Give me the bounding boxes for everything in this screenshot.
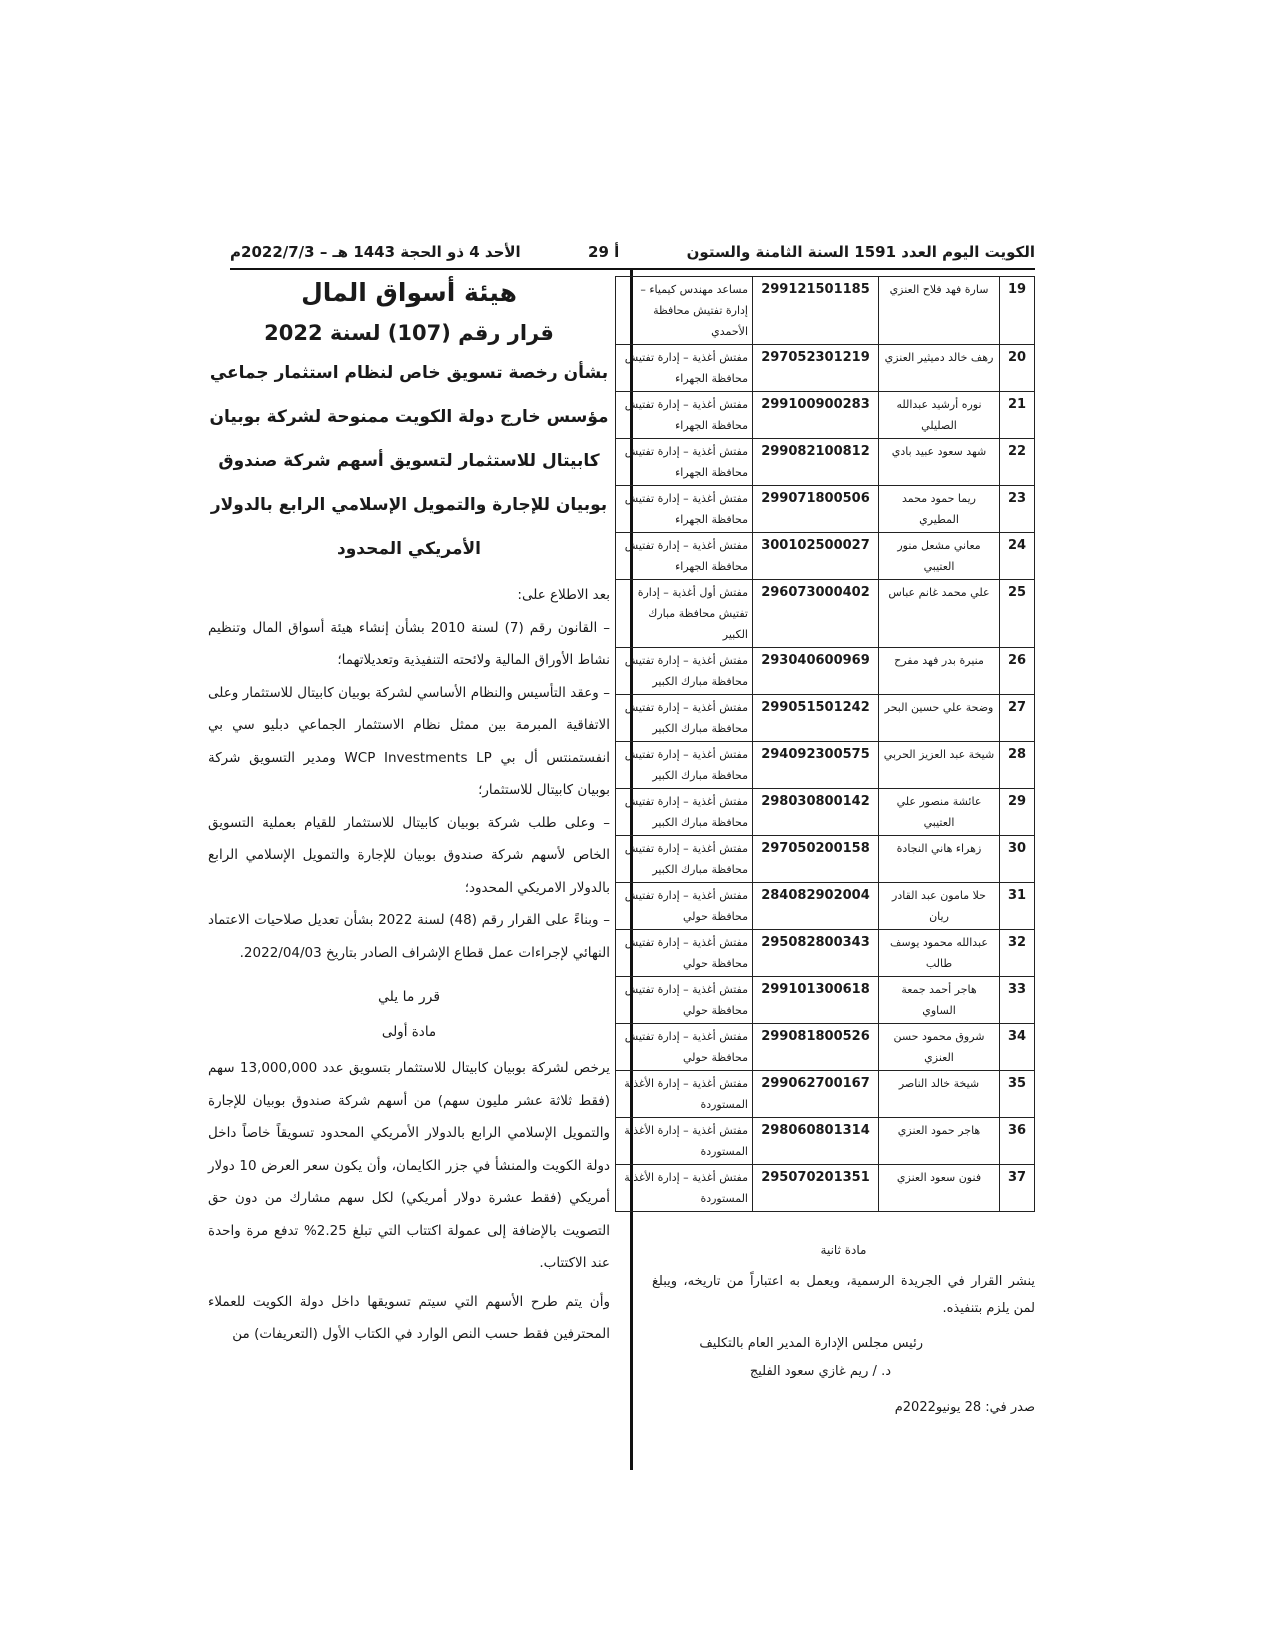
signer-role: رئيس مجلس الإدارة المدير العام بالتكليف	[699, 1336, 923, 1351]
job-title: مفتش أغذية – إدارة تفتيش محافظة حولي	[616, 1024, 753, 1071]
employee-name: شيخة عبد العزيز الحربي	[879, 742, 1000, 789]
job-title: مفتش أغذية – إدارة تفتيش محافظة مبارك الكبير	[616, 742, 753, 789]
decreed-heading: قرر ما يلي	[377, 989, 441, 1005]
table-row	[616, 742, 1035, 789]
civil-id: 284082902004	[753, 883, 879, 930]
civil-id: 299051501242	[753, 695, 879, 742]
table-row	[616, 486, 1035, 533]
job-title: مفتش أغذية – إدارة تفتيش محافظة مبارك الكبير	[616, 789, 753, 836]
table-row	[616, 277, 1035, 345]
table-row	[616, 439, 1035, 486]
row-number: 28	[1000, 742, 1035, 789]
employee-name: سارة فهد فلاح العنزي	[879, 277, 1000, 345]
civil-id: 294092300575	[753, 742, 879, 789]
employee-name: معاني مشعل منور العتيبي	[879, 533, 1000, 580]
row-number: 27	[1000, 695, 1035, 742]
employee-name: نوره أرشيد عبدالله الصليلي	[879, 392, 1000, 439]
job-title: مفتش أغذية – إدارة تفتيش محافظة حولي	[616, 883, 753, 930]
row-number: 32	[1000, 930, 1035, 977]
article-1-text: يرخص لشركة بوبيان كابيتال للاستثمار بتسويق عدد 13,000,000 سهم (فقط ثلاثة عشر مليون سهم) من أسهم شركة صندوق بوبيان للإجارة والتمويل الإسلامي الرابع بالدولار الأمريكي المحدود تسويقاً خاصاً داخل دولة الكويت والمنشأ في جزر الكايمان، وأن يكون سعر العرض 10 دولار أمريكي (فقط عشرة دولار أمريكي) لكل سهم مشارك من دون حق التصويت بالإضافة إلى عمولة اكتتاب التي تبلغ 2.25% تدفع مرة واحدة عند الاكتتاب.	[208, 1060, 610, 1271]
job-title: مفتش أغذية – إدارة تفتيش محافظة الجهراء	[616, 439, 753, 486]
row-number: 31	[1000, 883, 1035, 930]
civil-id: 298060801314	[753, 1118, 879, 1165]
row-number: 25	[1000, 580, 1035, 648]
table-row	[616, 695, 1035, 742]
civil-id: 293040600969	[753, 648, 879, 695]
article-1-text-continued: وأن يتم طرح الأسهم التي سيتم تسويقها داخل دولة الكويت للعملاء المحترفين فقط حسب النص الوارد في الكتاب الأول (التعريفات) من	[208, 1293, 610, 1342]
staff-table-container	[624, 276, 1035, 1212]
civil-id: 299081800526	[753, 1024, 879, 1071]
employee-name: علي محمد غانم عباس	[879, 580, 1000, 648]
recital-3: – وعلى طلب شركة بوبيان كابيتال للاستثمار للقيام بعملية التسويق الخاص لأسهم شركة صندوق بوبيان للإجارة والتمويل الإسلامي الرابع بالدولار الامريكي المحدود؛	[208, 814, 610, 896]
signature-block	[652, 1330, 1035, 1386]
civil-id: 297050200158	[753, 836, 879, 883]
civil-id: 298030800142	[753, 789, 879, 836]
job-title: مفتش أغذية – إدارة الأغذية المستوردة	[616, 1071, 753, 1118]
job-title: مفتش أغذية – إدارة تفتيش محافظة الجهراء	[616, 345, 753, 392]
employee-name: شروق محمود حسن العنزي	[879, 1024, 1000, 1071]
row-number: 34	[1000, 1024, 1035, 1071]
table-row	[616, 533, 1035, 580]
authority-title: هيئة أسواق المال	[301, 278, 517, 307]
issue-date: الأحد 4 ذو الحجة 1443 هـ – 2022/7/3م	[230, 243, 521, 261]
row-number: 36	[1000, 1118, 1035, 1165]
table-row	[616, 883, 1035, 930]
row-number: 19	[1000, 277, 1035, 345]
job-title: مفتش أغذية – إدارة تفتيش محافظة حولي	[616, 977, 753, 1024]
row-number: 35	[1000, 1071, 1035, 1118]
decision-column	[208, 278, 610, 1351]
row-number: 26	[1000, 648, 1035, 695]
row-number: 29	[1000, 789, 1035, 836]
article-2-title: مادة ثانية	[820, 1243, 867, 1257]
row-number: 21	[1000, 392, 1035, 439]
decision-subject: بشأن رخصة تسويق خاص لنظام استثمار جماعي مؤسس خارج دولة الكويت ممنوحة لشركة بوبيان كابيتال للاستثمار لتسويق أسهم شركة صندوق بوبيان للإجارة والتمويل الإسلامي الرابع بالدولار الأمريكي المحدود	[209, 363, 609, 559]
row-number: 23	[1000, 486, 1035, 533]
table-row	[616, 1165, 1035, 1212]
table-row	[616, 580, 1035, 648]
table-row	[616, 836, 1035, 883]
gazette-issue: الكويت اليوم العدد 1591 السنة الثامنة والستون	[686, 243, 1035, 261]
article-1-title: مادة أولى	[381, 1023, 437, 1040]
table-row	[616, 345, 1035, 392]
job-title: مفتش أول أغذية – إدارة تفتيش محافظة مبارك الكبير	[616, 580, 753, 648]
recital-2: – وعقد التأسيس والنظام الأساسي لشركة بوبيان كابيتال للاستثمار وعلى الاتفاقية المبرمة بين ممثل نظام الاستثمار الجماعي دبليو سي بي انفستمنتس أل بي WCP Investments LP ومدير التسويق شركة بوبيان كابيتال للاستثمار؛	[208, 684, 610, 798]
job-title: مفتش أغذية – إدارة تفتيش محافظة مبارك الكبير	[616, 695, 753, 742]
decision-body	[208, 579, 610, 1351]
recital-1: – القانون رقم (7) لسنة 2010 بشأن إنشاء هيئة أسواق المال وتنظيم نشاط الأوراق المالية ولائحته التنفيذية وتعديلاتهما؛	[208, 619, 610, 668]
table-row	[616, 1118, 1035, 1165]
row-number: 20	[1000, 345, 1035, 392]
employee-name: ريما حمود محمد المطيري	[879, 486, 1000, 533]
civil-id: 300102500027	[753, 533, 879, 580]
page-number: أ 29	[588, 243, 620, 261]
employee-name: هاجر حمود العنزي	[879, 1118, 1000, 1165]
civil-id: 299062700167	[753, 1071, 879, 1118]
page-header	[230, 240, 1035, 264]
civil-id: 299100900283	[753, 392, 879, 439]
job-title: مفتش أغذية – إدارة الأغذية المستوردة	[616, 1165, 753, 1212]
job-title: مفتش أغذية – إدارة تفتيش محافظة الجهراء	[616, 533, 753, 580]
job-title: مساعد مهندس كيمياء – إدارة تفتيش محافظة الأحمدي	[616, 277, 753, 345]
staff-table	[615, 276, 1035, 1212]
table-row	[616, 789, 1035, 836]
employee-name: حلا مامون عبد القادر ريان	[879, 883, 1000, 930]
row-number: 24	[1000, 533, 1035, 580]
issue-date-line: صدر في: 28 يونيو2022م	[894, 1400, 1035, 1415]
table-row	[616, 648, 1035, 695]
civil-id: 295070201351	[753, 1165, 879, 1212]
row-number: 37	[1000, 1165, 1035, 1212]
civil-id: 299071800506	[753, 486, 879, 533]
row-number: 33	[1000, 977, 1035, 1024]
article-2-text: ينشر القرار في الجريدة الرسمية، ويعمل به اعتباراً من تاريخه، ويبلغ لمن يلزم بتنفيذه.	[652, 1274, 1035, 1316]
preamble: بعد الاطلاع على:	[517, 587, 610, 603]
employee-name: زهراء هاني النجادة	[879, 836, 1000, 883]
table-row	[616, 930, 1035, 977]
row-number: 30	[1000, 836, 1035, 883]
table-row	[616, 392, 1035, 439]
job-title: مفتش أغذية – إدارة تفتيش محافظة الجهراء	[616, 392, 753, 439]
employee-name: عبدالله محمود يوسف طالب	[879, 930, 1000, 977]
employee-name: وضحة علي حسين البحر	[879, 695, 1000, 742]
civil-id: 295082800343	[753, 930, 879, 977]
job-title: مفتش أغذية – إدارة تفتيش محافظة مبارك الكبير	[616, 648, 753, 695]
recital-4: – وبناءً على القرار رقم (48) لسنة 2022 بشأن تعديل صلاحيات الاعتماد النهائي لإجراءات عمل قطاع الإشراف الصادر بتاريخ 2022/04/03.	[208, 912, 610, 961]
job-title: مفتش أغذية – إدارة تفتيش محافظة الجهراء	[616, 486, 753, 533]
job-title: مفتش أغذية – إدارة الأغذية المستوردة	[616, 1118, 753, 1165]
employee-name: شهد سعود عبيد بادي	[879, 439, 1000, 486]
job-title: مفتش أغذية – إدارة تفتيش محافظة حولي	[616, 930, 753, 977]
civil-id: 299101300618	[753, 977, 879, 1024]
civil-id: 299082100812	[753, 439, 879, 486]
table-row	[616, 977, 1035, 1024]
job-title: مفتش أغذية – إدارة تفتيش محافظة مبارك الكبير	[616, 836, 753, 883]
civil-id: 297052301219	[753, 345, 879, 392]
civil-id: 296073000402	[753, 580, 879, 648]
employee-name: رهف خالد دميثير العنزي	[879, 345, 1000, 392]
table-row	[616, 1024, 1035, 1071]
employee-name: شيخة خالد الناصر	[879, 1071, 1000, 1118]
decision-number: قرار رقم (107) لسنة 2022	[264, 321, 554, 345]
staff-table-body	[616, 277, 1035, 1212]
civil-id: 299121501185	[753, 277, 879, 345]
employee-name: فنون سعود العنزي	[879, 1165, 1000, 1212]
employee-name: عائشة منصور علي العتيبي	[879, 789, 1000, 836]
employee-name: منيرة بدر فهد مفرح	[879, 648, 1000, 695]
employee-name: هاجر أحمد جمعة الساوي	[879, 977, 1000, 1024]
signer-name: د. / ريم غازي سعود الفليج	[749, 1364, 891, 1379]
table-row	[616, 1071, 1035, 1118]
row-number: 22	[1000, 439, 1035, 486]
